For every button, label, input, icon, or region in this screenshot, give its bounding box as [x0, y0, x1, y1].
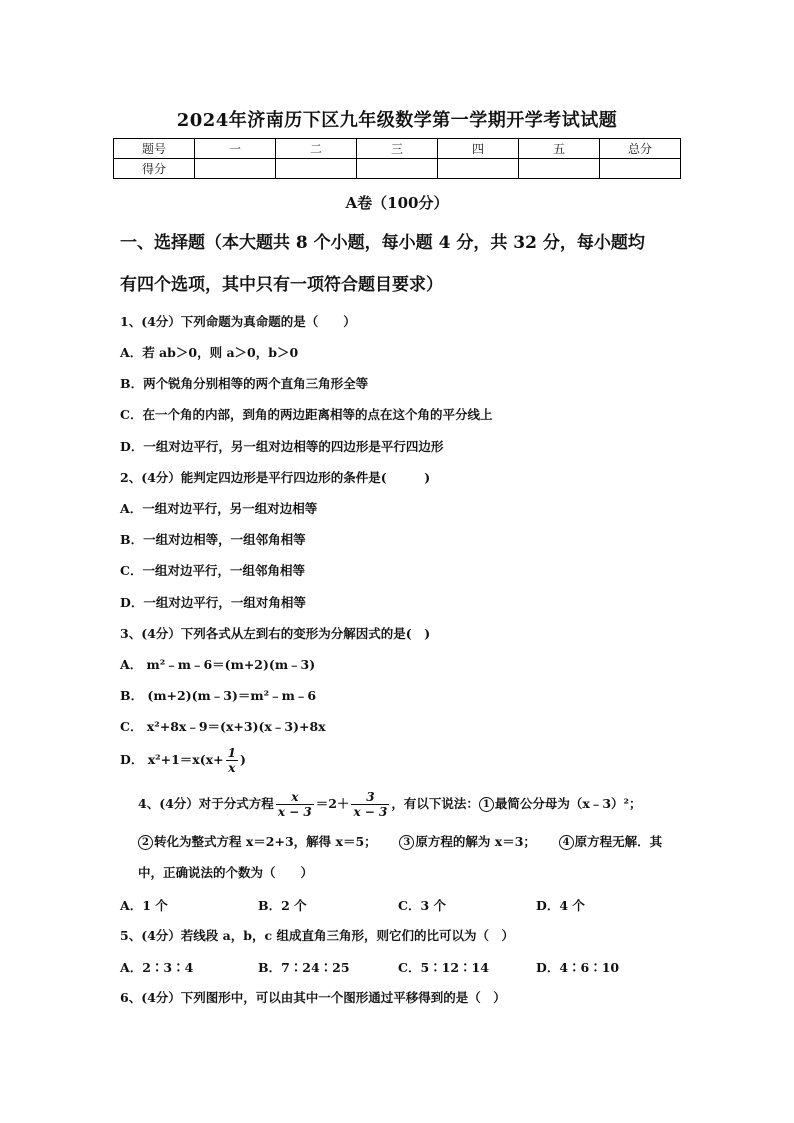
q5-option-b: B．7∶24∶25 — [258, 960, 350, 975]
score-table-cell: 一 — [195, 139, 276, 159]
q1-option-d: D．一组对边平行，另一组对边相等的四边形是平行四边形 — [120, 439, 444, 454]
q4-statement-3: 原方程的解为 x＝3； — [415, 834, 536, 849]
q3-option-b: B． (m+2)(m﹣3)＝m²﹣m﹣6 — [120, 688, 317, 703]
q3-option-d-prefix: D． x²+1＝x(x+ — [120, 752, 224, 767]
q4-stem-suffix: ，有以下说法： — [391, 796, 479, 811]
q1-option-b: B．两个锐角分别相等的两个直角三角形全等 — [120, 376, 369, 391]
score-input-cell — [357, 159, 438, 179]
circled-number-3: 3 — [399, 835, 414, 850]
score-input-cell — [276, 159, 357, 179]
score-table-header-row — [114, 139, 681, 159]
q1-option-a: A．若 ab＞0，则 a＞0，b＞0 — [120, 345, 299, 360]
q1-option-c: C．在一个角的内部，到角的两边距离相等的点在这个角的平分线上 — [120, 407, 493, 422]
q2-option-a: A．一组对边平行，另一组对边相等 — [120, 501, 318, 516]
score-table-cell: 题号 — [114, 139, 195, 159]
score-table-cell: 四 — [438, 139, 519, 159]
q2-option-c: C．一组对边平行，一组邻角相等 — [120, 563, 305, 578]
score-table-cell: 二 — [276, 139, 357, 159]
q3-option-a: A． m²﹣m﹣6＝(m+2)(m﹣3) — [120, 657, 316, 672]
q4-statement-1: 最简公分母为（x﹣3）²； — [494, 796, 642, 811]
q4-option-b: B．2 个 — [258, 898, 307, 913]
score-table-cell: 总分 — [600, 139, 681, 159]
q4-statement-4: 原方程无解．其 — [574, 834, 663, 849]
circled-number-4: 4 — [559, 835, 574, 850]
q3-option-d — [120, 746, 246, 775]
q6-stem: 6、(4分）下列图形中，可以由其中一个图形通过平移得到的是（ ） — [120, 990, 506, 1005]
fraction-numerator: x — [291, 790, 299, 804]
score-input-cell — [438, 159, 519, 179]
part1-heading-line2: 有四个选项，其中只有一项符合题目要求） — [120, 275, 443, 295]
exam-title: 2024年济南历下区九年级数学第一学期开学考试试题 — [176, 110, 618, 131]
q4-option-a: A．1 个 — [120, 898, 168, 913]
q4-stem-line1 — [138, 790, 642, 819]
score-table-cell: 五 — [519, 139, 600, 159]
q5-stem: 5、(4分）若线段 a，b，c 组成直角三角形，则它们的比可以为（ ） — [120, 928, 514, 943]
fraction-numerator: 1 — [227, 746, 236, 760]
q4-stem-line2 — [138, 833, 662, 851]
score-table — [113, 138, 681, 179]
q4-equation-mid: ＝2＋ — [315, 796, 350, 811]
q4-fraction-2 — [351, 790, 389, 819]
score-table-score-row — [114, 159, 681, 179]
fraction-denominator: x − 3 — [353, 805, 388, 819]
score-input-cell — [195, 159, 276, 179]
fraction-denominator: x − 3 — [277, 805, 312, 819]
q1-stem: 1、(4分）下列命题为真命题的是（ ） — [120, 314, 356, 329]
q4-stem-line3: 中，正确说法的个数为（ ） — [138, 865, 314, 880]
q3-option-c: C． x²+8x﹣9＝(x+3)(x﹣3)+8x — [120, 719, 326, 734]
score-table-cell: 三 — [357, 139, 438, 159]
q5-option-c: C．5∶12∶14 — [398, 960, 489, 975]
score-input-cell — [600, 159, 681, 179]
q4-option-d: D．4 个 — [536, 898, 585, 913]
circled-number-2: 2 — [138, 835, 153, 850]
fraction-numerator: 3 — [366, 790, 375, 804]
q2-stem: 2、(4分）能判定四边形是平行四边形的条件是( ) — [120, 470, 431, 485]
part1-heading-line1: 一、选择题（本大题共 8 个小题，每小题 4 分，共 32 分，每小题均 — [120, 233, 645, 253]
q4-fraction-1 — [276, 790, 314, 819]
q3-stem: 3、(4分）下列各式从左到右的变形为分解因式的是( ) — [120, 626, 431, 641]
q2-option-b: B．一组对边相等，一组邻角相等 — [120, 532, 306, 547]
q3-option-d-suffix: ) — [239, 752, 246, 767]
q4-stem-prefix: 4、(4分）对于分式方程 — [138, 796, 274, 811]
q3-option-d-fraction — [226, 746, 238, 775]
circled-number-1: 1 — [479, 797, 494, 812]
section-a-heading: A卷（100分） — [345, 194, 449, 212]
q5-option-d: D．4∶6∶10 — [536, 960, 620, 975]
score-input-cell — [519, 159, 600, 179]
q2-option-d: D．一组对边平行，一组对角相等 — [120, 595, 306, 610]
score-table-cell: 得分 — [114, 159, 195, 179]
q4-statement-2: 转化为整式方程 x＝2+3，解得 x＝5； — [154, 834, 377, 849]
q5-option-a: A．2∶3∶4 — [120, 960, 194, 975]
fraction-denominator: x — [226, 760, 238, 775]
q4-option-c: C．3 个 — [398, 898, 446, 913]
